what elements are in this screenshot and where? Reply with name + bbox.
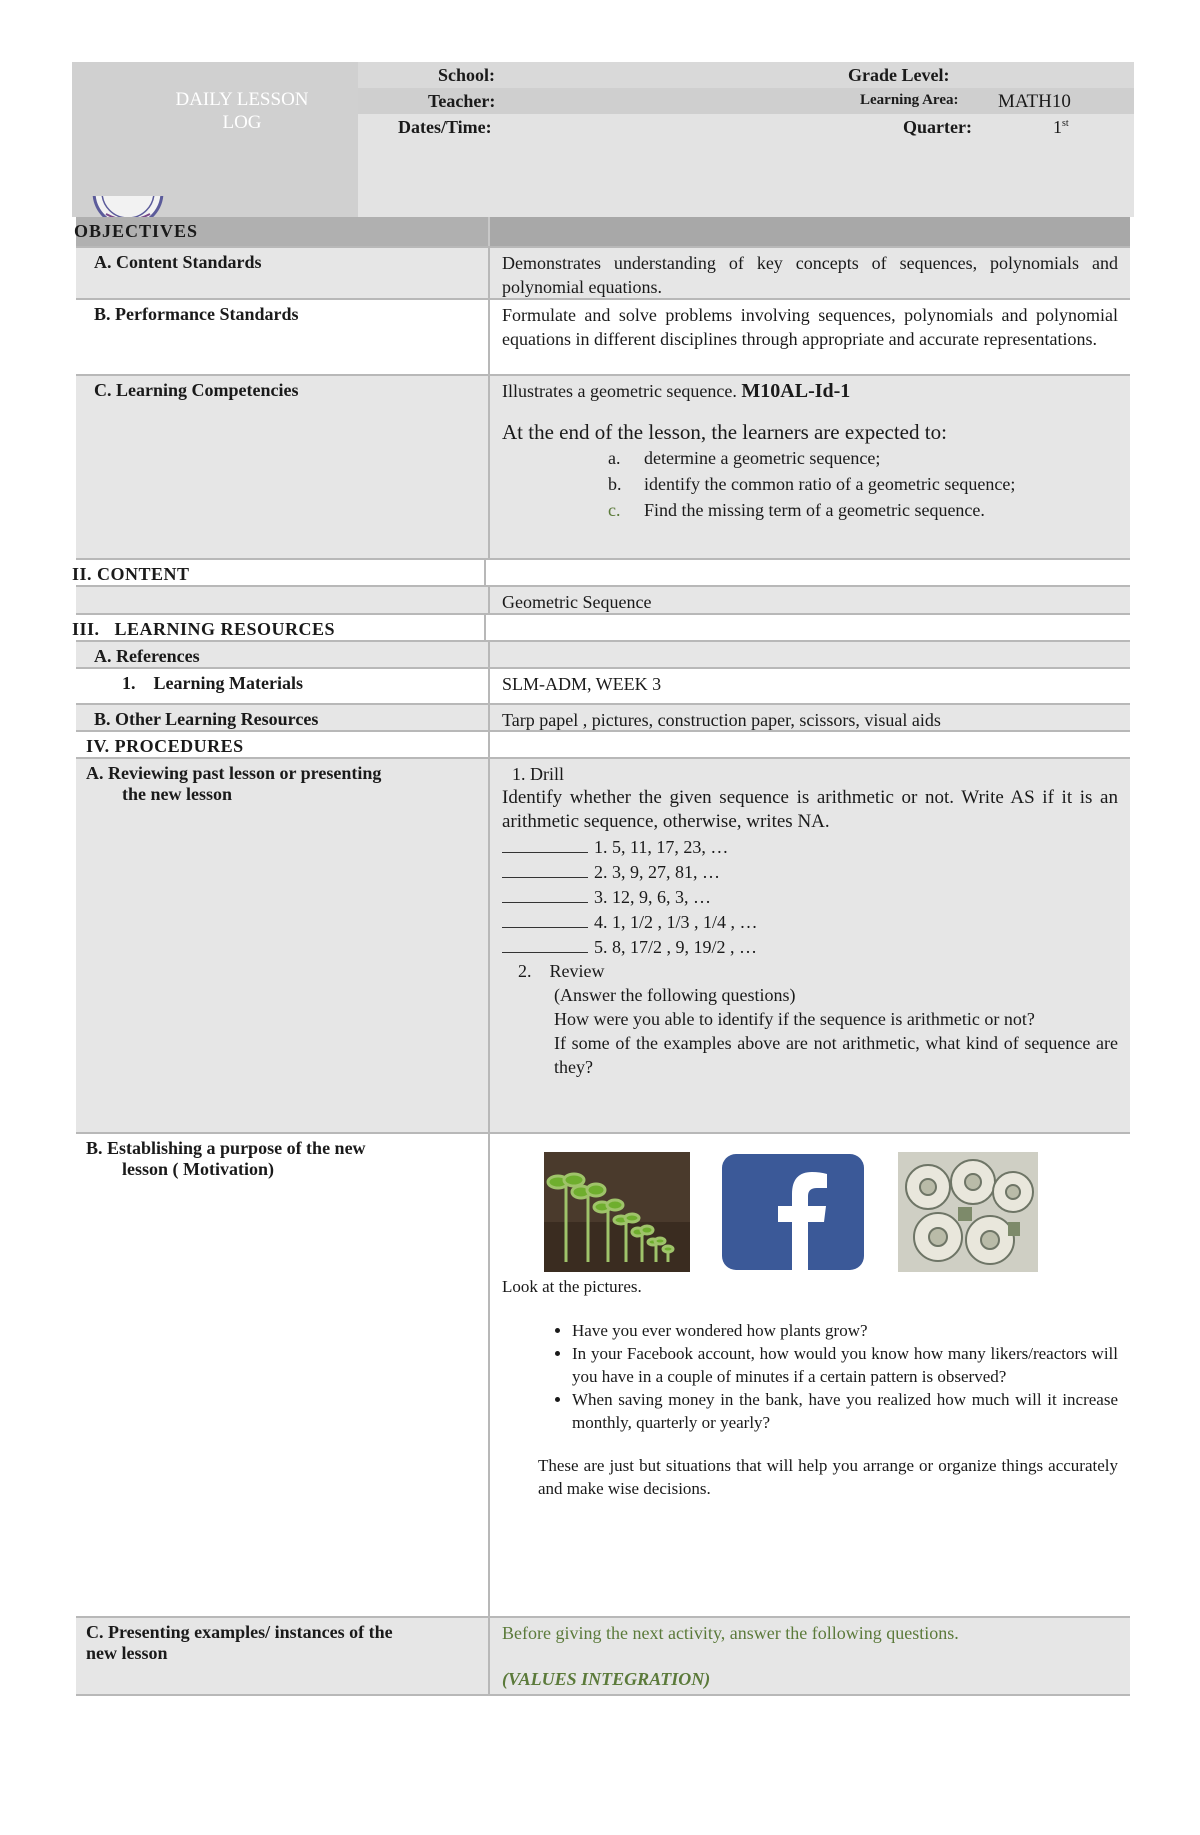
motivation-question-list — [502, 1319, 1118, 1434]
school-label: School: — [438, 65, 496, 85]
header-row-school — [358, 62, 1134, 88]
review-question: If some of the examples above are not arithmetic, what kind of sequence are they? — [554, 1033, 1118, 1077]
facebook-logo-image — [720, 1152, 866, 1272]
presenting-text: Before giving the next activity, answer the following questions. — [502, 1623, 959, 1643]
drill-item: 1. 5, 11, 17, 23, … — [502, 834, 1118, 859]
reviewing-cell — [490, 759, 1130, 1132]
other-resources-label: B. Other Learning Resources — [76, 705, 490, 730]
competency-list — [502, 445, 1118, 523]
header-row-teacher — [358, 88, 1134, 114]
content-heading-row — [72, 560, 1130, 587]
presenting-examples-cell — [490, 1618, 1130, 1694]
resources-heading-row — [72, 615, 1130, 642]
quarter-value: 1st — [1053, 117, 1069, 137]
competency-intro: At the end of the lesson, the learners are expected to: — [502, 420, 947, 444]
quarter-label: Quarter: — [903, 117, 972, 137]
performance-standards-label: B. Performance Standards — [76, 300, 490, 374]
header-row-dates — [358, 114, 1134, 140]
sprouting-plants-image — [544, 1152, 690, 1272]
values-integration: (VALUES INTEGRATION) — [502, 1669, 711, 1689]
objectives-heading: OBJECTIVES — [74, 221, 199, 241]
reviewing-row — [76, 759, 1130, 1134]
presenting-examples-label: C. Presenting examples/ instances of the new lesson — [76, 1618, 490, 1694]
competency-item: a. determine a geometric sequence; — [608, 448, 881, 468]
motivation-question: • When saving money in the bank, have you realized how much will it increase monthly, quarterly or yearly? — [572, 1388, 1118, 1434]
references-label: A. References — [76, 642, 490, 667]
drill-item: 4. 1, 1/2 , 1/3 , 1/4 , … — [502, 909, 1118, 934]
motivation-cell — [490, 1134, 1130, 1616]
objectives-header-row — [76, 217, 1130, 246]
resources-heading: III. LEARNING RESOURCES — [72, 615, 486, 640]
title-line-2: LOG — [222, 112, 262, 133]
grade-level-label: Grade Level: — [848, 65, 950, 85]
reviewing-label: A. Reviewing past lesson or presenting the new lesson — [76, 759, 490, 1132]
learning-materials-row — [76, 669, 1130, 705]
other-resources-row — [76, 705, 1130, 732]
performance-standards-row — [76, 300, 1130, 376]
learning-competencies-label: C. Learning Competencies — [76, 376, 490, 558]
learning-area-label: Learning Area: — [860, 92, 959, 108]
content-standards-row — [76, 246, 1130, 300]
review-subtitle: (Answer the following questions) — [554, 985, 796, 1005]
motivation-row — [76, 1134, 1130, 1618]
learning-competencies-cell — [490, 376, 1130, 558]
money-rolls-image — [898, 1152, 1038, 1272]
logo-panel — [72, 62, 358, 217]
learning-area-value: MATH10 — [998, 91, 1071, 112]
performance-standards-text: Formulate and solve problems involving sequences, polynomials and polynomial equations in different disciplines through appropriate and accurate representations. — [502, 305, 1118, 349]
drill-title: 1. Drill — [512, 764, 564, 784]
motivation-question: • Have you ever wondered how plants grow? — [572, 1319, 1118, 1342]
review-question: How were you able to identify if the sequence is arithmetic or not? — [554, 1009, 1035, 1029]
content-standards-text: Demonstrates understanding of key concepts of sequences, polynomials and polynomial equations. — [502, 253, 1118, 297]
presenting-examples-row — [76, 1618, 1130, 1696]
teacher-label: Teacher: — [428, 91, 496, 111]
procedures-heading: IV. PROCEDURES — [76, 732, 490, 757]
competency-text: Illustrates a geometric sequence. — [502, 381, 737, 401]
content-value-row — [76, 587, 1130, 615]
learning-materials-label: 1. Learning Materials — [76, 669, 490, 703]
content-value: Geometric Sequence — [502, 592, 652, 612]
drill-item: 2. 3, 9, 27, 81, … — [502, 859, 1118, 884]
learning-materials-value: SLM-ADM, WEEK 3 — [502, 674, 662, 694]
review-title: 2. Review — [518, 961, 605, 981]
competency-item: b. identify the common ratio of a geometric sequence; — [608, 474, 1016, 494]
drill-item: 3. 12, 9, 6, 3, … — [502, 884, 1118, 909]
competency-item: c. Find the missing term of a geometric sequence. — [608, 500, 985, 520]
competency-code: M10AL-Id-1 — [741, 380, 851, 402]
look-at-pictures: Look at the pictures. — [502, 1277, 642, 1296]
motivation-closing: These are just but situations that will help you arrange or organize things accurately and make wise decisions. — [538, 1456, 1118, 1498]
other-resources-value: Tarp papel , pictures, construction paper, scissors, visual aids — [502, 710, 941, 730]
procedures-heading-row — [76, 732, 1130, 759]
dates-time-label: Dates/Time: — [398, 117, 492, 137]
references-row — [76, 642, 1130, 669]
learning-competencies-row — [76, 376, 1130, 560]
content-heading: II. CONTENT — [72, 560, 486, 585]
motivation-question: • In your Facebook account, how would you know how many likers/reactors will you have in a couple of minutes if a certain pattern is observed? — [572, 1342, 1118, 1388]
content-standards-label: A. Content Standards — [76, 248, 490, 298]
title-line-1: DAILY LESSON — [175, 89, 309, 110]
motivation-label: B. Establishing a purpose of the new lesson ( Motivation) — [76, 1134, 490, 1616]
drill-instruction: Identify whether the given sequence is arithmetic or not. Write AS if it is an arithmetic sequence, otherwise, writes NA. — [502, 787, 1118, 832]
drill-item: 5. 8, 17/2 , 9, 19/2 , … — [502, 934, 1118, 959]
